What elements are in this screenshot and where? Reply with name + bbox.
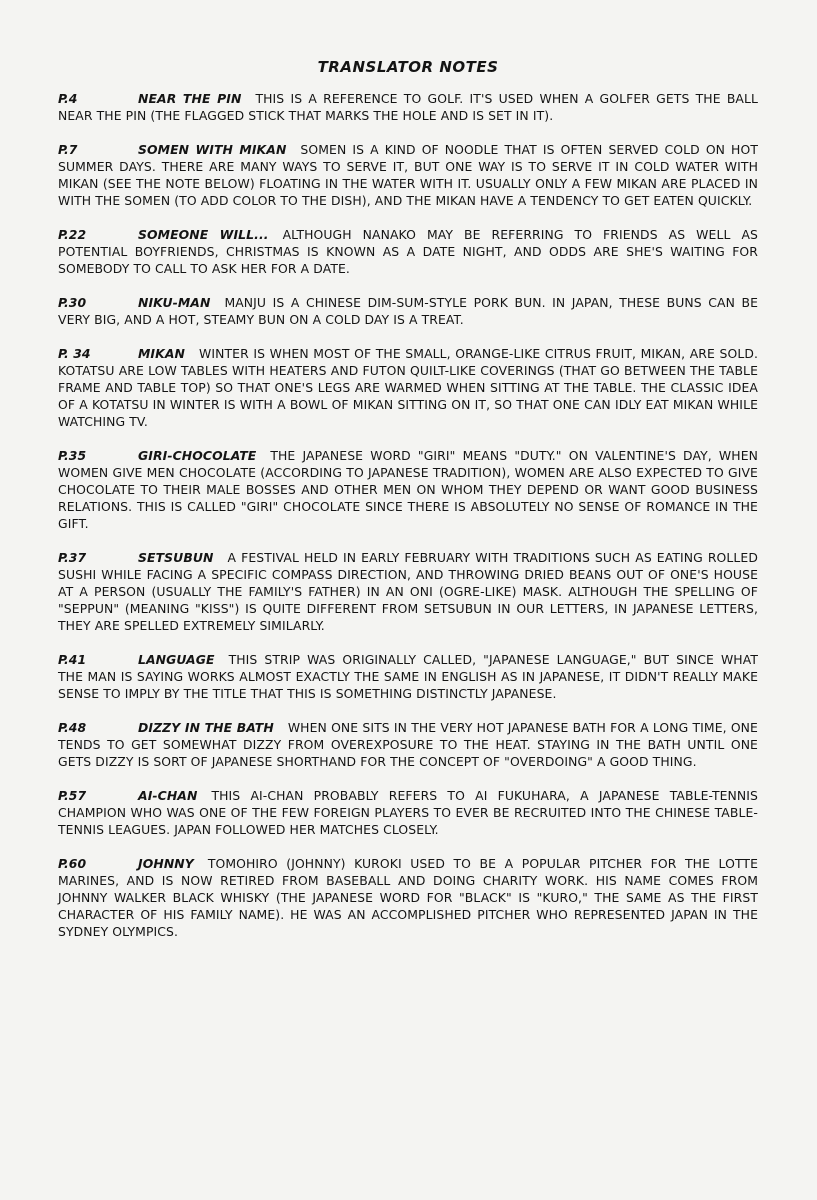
note-text: WHEN ONE SITS IN THE VERY HOT JAPANESE BATH FOR A LONG TIME, ONE TENDS TO GET SOMEWHAT DIZZY FROM OVEREXPOSURE TO THE HEAT. STAYING IN THE BATH UNTIL ONE GETS DIZZY IS SORT OF JAPANESE SHORTHAND FOR THE CONCEPT OF "OVERDOING" A GOOD THING.: [58, 720, 758, 769]
note-term: AI-CHAN: [138, 788, 198, 803]
note-p34: [58, 345, 758, 430]
note-page-ref: P.30: [58, 295, 87, 310]
note-term: GIRI-CHOCOLATE: [138, 448, 257, 463]
note-term: SOMEN WITH MIKAN: [138, 142, 287, 157]
note-text: THIS AI-CHAN PROBABLY REFERS TO AI FUKUHARA, A JAPANESE TABLE-TENNIS CHAMPION WHO WAS ONE OF THE FEW FOREIGN PLAYERS TO EVER BE RECRUITED INTO THE CHINESE TABLE-TENNIS LEAGUES. JAPAN FOLLOWED HER MATCHES CLOSELY.: [58, 788, 758, 837]
note-p37: [58, 549, 758, 634]
note-page-ref: P.48: [58, 720, 87, 735]
note-page-ref: P. 34: [58, 346, 91, 361]
note-page-ref: P.37: [58, 550, 87, 565]
note-term: MIKAN: [138, 346, 186, 361]
note-p22: [58, 226, 758, 277]
note-term: NIKU-MAN: [138, 295, 211, 310]
note-p57: [58, 787, 758, 838]
note-text: MANJU IS A CHINESE DIM-SUM-STYLE PORK BUN. IN JAPAN, THESE BUNS CAN BE VERY BIG, AND A HOT, STEAMY BUN ON A COLD DAY IS A TREAT.: [58, 295, 758, 327]
note-text: A FESTIVAL HELD IN EARLY FEBRUARY WITH TRADITIONS SUCH AS EATING ROLLED SUSHI WHILE FACING A SPECIFIC COMPASS DIRECTION, AND THROWING DRIED BEANS OUT OF ONE'S HOUSE AT A PERSON (USUALLY THE FAMILY'S FATHER) IN AN ONI (OGRE-LIKE) MASK. ALTHOUGH THE SPELLING OF "SEPPUN" (MEANING "KISS") IS QUITE DIFFERENT FROM SETSUBUN IN OUR LETTERS, IN JAPANESE LETTERS, THEY ARE SPELLED EXTREMELY SIMILARLY.: [58, 550, 758, 633]
note-text: THE JAPANESE WORD "GIRI" MEANS "DUTY." ON VALENTINE'S DAY, WHEN WOMEN GIVE MEN CHOCOLATE (ACCORDING TO JAPANESE TRADITION), WOMEN ARE ALSO EXPECTED TO GIVE CHOCOLATE TO THEIR MALE BOSSES AND OTHER MEN ON WHOM THEY DEPEND OR WANT GOOD BUSINESS RELATIONS. THIS IS CALLED "GIRI" CHOCOLATE SINCE THERE IS ABSOLUTELY NO SENSE OF ROMANCE IN THE GIFT.: [58, 448, 758, 531]
note-p60: [58, 855, 758, 940]
note-page-ref: P.60: [58, 856, 87, 871]
note-p4: [58, 90, 758, 124]
note-p7: [58, 141, 758, 209]
note-term: SETSUBUN: [138, 550, 214, 565]
note-text: WINTER IS WHEN MOST OF THE SMALL, ORANGE-LIKE CITRUS FRUIT, MIKAN, ARE SOLD. KOTATSU ARE LOW TABLES WITH HEATERS AND FUTON QUILT-LIKE COVERINGS (THAT GO BETWEEN THE TABLE FRAME AND TABLE TOP) SO THAT ONE'S LEGS ARE WARMED WHEN SITTING AT THE TABLE. THE CLASSIC IDEA OF A KOTATSU IN WINTER IS WITH A BOWL OF MIKAN SITTING ON IT, SO THAT ONE CAN IDLY EAT MIKAN WHILE WATCHING TV.: [58, 346, 758, 429]
note-term: NEAR THE PIN: [138, 91, 242, 106]
note-page-ref: P.41: [58, 652, 87, 667]
note-text: SOMEN IS A KIND OF NOODLE THAT IS OFTEN SERVED COLD ON HOT SUMMER DAYS. THERE ARE MANY WAYS TO SERVE IT, BUT ONE WAY IS TO SERVE IT IN COLD WATER WITH MIKAN (SEE THE NOTE BELOW) FLOATING IN THE WATER WITH IT. USUALLY ONLY A FEW MIKAN ARE PLACED IN WITH THE SOMEN (TO ADD COLOR TO THE DISH), AND THE MIKAN HAVE A TENDENCY TO GET EATEN QUICKLY.: [58, 142, 758, 208]
note-page-ref: P.35: [58, 448, 87, 463]
note-term: DIZZY IN THE BATH: [138, 720, 274, 735]
note-term: LANGUAGE: [138, 652, 215, 667]
note-text: THIS STRIP WAS ORIGINALLY CALLED, "JAPANESE LANGUAGE," BUT SINCE WHAT THE MAN IS SAYING WORKS ALMOST EXACTLY THE SAME IN ENGLISH AS IN JAPANESE, IT DIDN'T REALLY MAKE SENSE TO IMPLY BY THE TITLE THAT THIS IS SOMETHING DISTINCTLY JAPANESE.: [58, 652, 758, 701]
note-page-ref: P.7: [58, 142, 78, 157]
note-text: TOMOHIRO (JOHNNY) KUROKI USED TO BE A POPULAR PITCHER FOR THE LOTTE MARINES, AND IS NOW RETIRED FROM BASEBALL AND DOING CHARITY WORK. HIS NAME COMES FROM JOHNNY WALKER BLACK WHISKY (THE JAPANESE WORD FOR "BLACK" IS "KURO," THE SAME AS THE FIRST CHARACTER OF HIS FAMILY NAME). HE WAS AN ACCOMPLISHED PITCHER WHO REPRESENTED JAPAN IN THE SYDNEY OLYMPICS.: [58, 856, 758, 939]
note-text: THIS IS A REFERENCE TO GOLF. IT'S USED WHEN A GOLFER GETS THE BALL NEAR THE PIN (THE FLAGGED STICK THAT MARKS THE HOLE AND IS SET IN IT).: [58, 91, 759, 123]
note-page-ref: P.57: [58, 788, 87, 803]
note-p35: [58, 447, 758, 532]
note-page-ref: P.4: [58, 91, 78, 106]
note-term: JOHNNY: [138, 856, 194, 871]
note-page-ref: P.22: [58, 227, 87, 242]
note-p41: [58, 651, 758, 702]
page-title: TRANSLATOR NOTES: [317, 58, 499, 76]
note-term: SOMEONE WILL...: [138, 227, 269, 242]
note-text: ALTHOUGH NANAKO MAY BE REFERRING TO FRIENDS AS WELL AS POTENTIAL BOYFRIENDS, CHRISTMAS IS KNOWN AS A DATE NIGHT, AND ODDS ARE SHE'S WAITING FOR SOMEBODY TO CALL TO ASK HER FOR A DATE.: [58, 227, 758, 276]
translator-notes-page: [58, 58, 758, 957]
note-p30: [58, 294, 758, 328]
note-p48: [58, 719, 758, 770]
